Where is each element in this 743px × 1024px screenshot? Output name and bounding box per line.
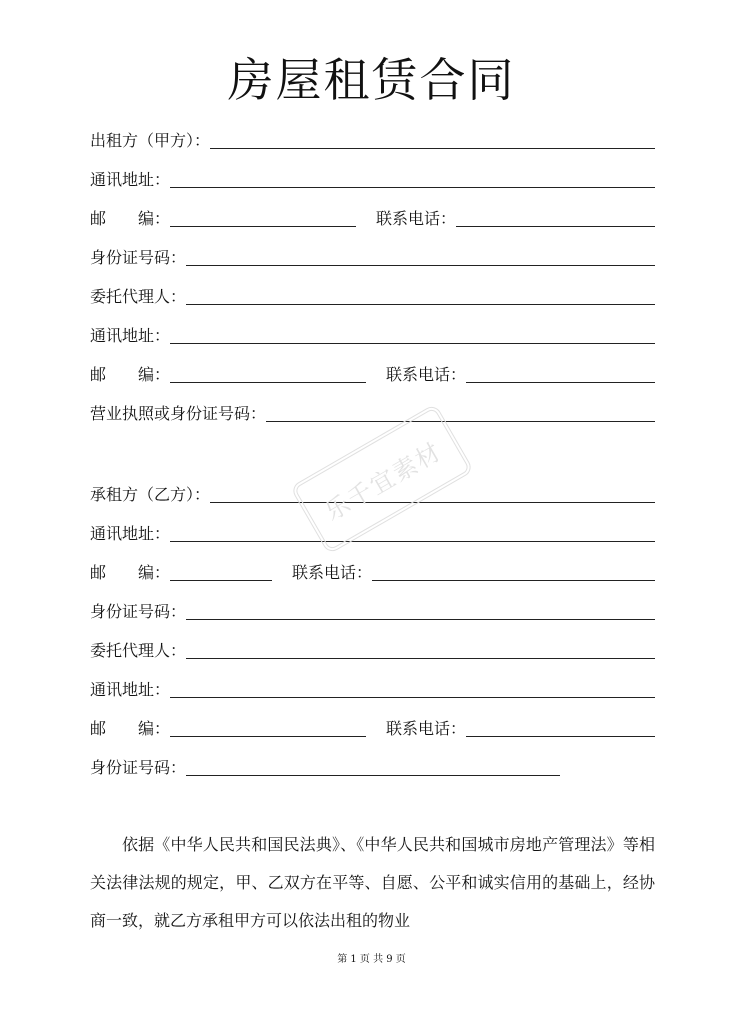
lessee-postcode-label: 邮 编： xyxy=(90,563,171,582)
lessor-party-row xyxy=(90,122,655,152)
lessee-agent-address-row xyxy=(90,671,655,701)
lessor-agent-postcode-row xyxy=(90,356,655,386)
lessor-phone-label: 联系电话： xyxy=(376,209,457,228)
lessee-id-field[interactable] xyxy=(186,599,655,620)
lessee-agent-row xyxy=(90,632,655,662)
lessor-address-row xyxy=(90,161,655,191)
lessor-agent-postcode-field[interactable] xyxy=(170,362,366,383)
lessor-agent-address-label: 通讯地址： xyxy=(90,326,171,345)
lessor-agent-postcode-label: 邮 编： xyxy=(90,365,171,384)
lessee-agent-id-label: 身份证号码： xyxy=(90,758,187,777)
lessor-license-row xyxy=(90,395,655,425)
lessee-postcode-row xyxy=(90,554,655,584)
lessor-agent-row xyxy=(90,278,655,308)
lessee-agent-address-field[interactable] xyxy=(170,677,655,698)
lessor-agent-phone-label: 联系电话： xyxy=(386,365,467,384)
lessor-agent-phone-field[interactable] xyxy=(466,362,655,383)
lessor-postcode-row xyxy=(90,200,655,230)
lessee-agent-id-row xyxy=(90,749,655,779)
lessee-party-label: 承租方（乙方）： xyxy=(90,485,211,504)
lessor-address-label: 通讯地址： xyxy=(90,170,171,189)
lessor-postcode-field[interactable] xyxy=(170,206,356,227)
page-footer: 第 1 页 共 9 页 xyxy=(337,954,406,965)
lessee-agent-postcode-field[interactable] xyxy=(170,716,366,737)
lessee-phone-field[interactable] xyxy=(372,560,655,581)
lessor-postcode-label: 邮 编： xyxy=(90,209,171,228)
lessor-party-label: 出租方（甲方）： xyxy=(90,131,211,150)
lessor-id-row xyxy=(90,239,655,269)
lessee-phone-label: 联系电话： xyxy=(292,563,373,582)
lessee-agent-field[interactable] xyxy=(186,638,655,659)
lessee-agent-postcode-row xyxy=(90,710,655,740)
lessor-address-field[interactable] xyxy=(170,167,655,188)
lessee-id-label: 身份证号码： xyxy=(90,602,187,621)
lessee-address-label: 通讯地址： xyxy=(90,524,171,543)
lessor-license-field[interactable] xyxy=(266,401,655,422)
lessee-agent-address-label: 通讯地址： xyxy=(90,680,171,699)
lessor-agent-address-field[interactable] xyxy=(170,323,655,344)
lessee-agent-label: 委托代理人： xyxy=(90,641,187,660)
lessor-id-field[interactable] xyxy=(186,245,655,266)
lessor-agent-label: 委托代理人： xyxy=(90,287,187,306)
lessee-agent-id-field[interactable] xyxy=(186,755,560,776)
lessor-party-field[interactable] xyxy=(210,128,655,149)
document-title: 房屋租赁合同 xyxy=(227,53,516,107)
lessee-id-row xyxy=(90,593,655,623)
lessor-license-label: 营业执照或身份证号码： xyxy=(90,404,267,423)
lessee-postcode-field[interactable] xyxy=(170,560,272,581)
lessor-agent-address-row xyxy=(90,317,655,347)
lessor-agent-field[interactable] xyxy=(186,284,655,305)
lessee-agent-postcode-label: 邮 编： xyxy=(90,719,171,738)
lessee-agent-phone-label: 联系电话： xyxy=(386,719,467,738)
lessee-agent-phone-field[interactable] xyxy=(466,716,655,737)
lessor-id-label: 身份证号码： xyxy=(90,248,187,267)
watermark-stamp: 乐千宜素材 xyxy=(290,403,474,555)
contract-preamble: 依据《中华人民共和国民法典》、《中华人民共和国城市房地产管理法》等相关法律法规的规定，甲、乙双方在平等、自愿、公平和诚实信用的基础上，经协商一致，就乙方承租甲方可以依法出租的物业 xyxy=(90,835,655,930)
lessor-phone-field[interactable] xyxy=(456,206,655,227)
lessee-address-field[interactable] xyxy=(170,521,655,542)
